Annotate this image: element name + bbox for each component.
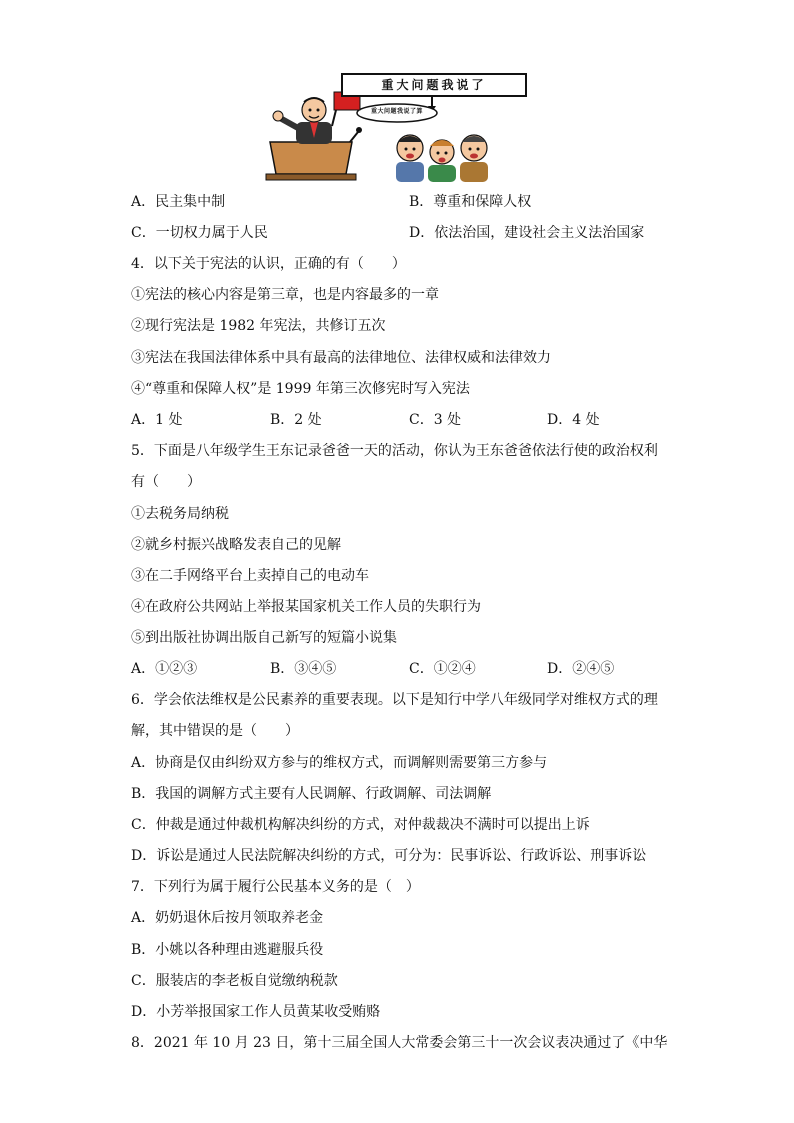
q6-option-c: C．仲裁是通过仲裁机构解决纠纷的方式，对仲裁裁决不满时可以提出上诉 (131, 817, 590, 833)
q5-item-1: ①去税务局纳税 (131, 506, 229, 522)
q7-option-b: B．小姚以各种理由逃避服兵役 (131, 942, 324, 958)
q5-stem-line2: 有（ ） (131, 474, 201, 490)
q5-item-3: ③在二手网络平台上卖掉自己的电动车 (131, 568, 369, 584)
q8-stem-line1: 8．2021 年 10 月 23 日，第十三届全国人大常委会第三十一次会议表决通过了《中华 (131, 1035, 668, 1051)
q5-option-d: D．②④⑤ (547, 661, 615, 677)
q5-item-2: ②就乡村振兴战略发表自己的见解 (131, 537, 341, 553)
q4-item-2: ②现行宪法是 1982 年宪法，共修订五次 (131, 318, 386, 334)
q5-item-4: ④在政府公共网站上举报某国家机关工作人员的失职行为 (131, 599, 481, 615)
q4-option-c: C．3 处 (409, 412, 462, 428)
q3-option-b: B．尊重和保障人权 (409, 194, 532, 210)
q4-option-d: D．4 处 (547, 412, 600, 428)
q5-stem-line1: 5．下面是八年级学生王东记录爸爸一天的活动，你认为王东爸爸依法行使的政治权利 (131, 443, 658, 459)
q5-item-5: ⑤到出版社协调出版自己新写的短篇小说集 (131, 630, 397, 646)
q4-option-b: B．2 处 (270, 412, 322, 428)
q5-option-a: A．①②③ (131, 661, 198, 677)
q3-option-d: D．依法治国，建设社会主义法治国家 (409, 225, 645, 241)
q6-stem-line1: 6．学会依法维权是公民素养的重要表现。以下是知行中学八年级同学对维权方式的理 (131, 692, 658, 708)
q7-option-d: D．小芳举报国家工作人员黄某收受贿赂 (131, 1004, 381, 1020)
cartoon-sign-text: 重大问题我说了算 (370, 108, 423, 115)
q6-stem-line2: 解，其中错误的是（ ） (131, 723, 299, 739)
q5-option-b: B．③④⑤ (270, 661, 337, 677)
cartoon-illustration (262, 70, 534, 182)
q4-stem: 4．以下关于宪法的认识，正确的有（ ） (131, 256, 406, 272)
q3-option-a: A．民主集中制 (131, 194, 226, 210)
q3-option-c: C．一切权力属于人民 (131, 225, 268, 241)
q4-option-a: A．1 处 (131, 412, 183, 428)
q6-option-a: A．协商是仅由纠纷双方参与的维权方式，而调解则需要第三方参与 (131, 755, 548, 771)
q6-option-d: D．诉讼是通过人民法院解决纠纷的方式，可分为：民事诉讼、行政诉讼、刑事诉讼 (131, 848, 647, 864)
q4-item-1: ①宪法的核心内容是第三章，也是内容最多的一章 (131, 287, 439, 303)
q7-option-a: A．奶奶退休后按月领取养老金 (131, 910, 324, 926)
q6-option-b: B．我国的调解方式主要有人民调解、行政调解、司法调解 (131, 786, 492, 802)
q4-item-4: ④“尊重和保障人权”是 1999 年第三次修宪时写入宪法 (131, 381, 470, 397)
cartoon-title: 重大问题我说了 (341, 73, 527, 97)
q7-option-c: C．服装店的李老板自觉缴纳税款 (131, 973, 338, 989)
q4-item-3: ③宪法在我国法律体系中具有最高的法律地位、法律权威和法律效力 (131, 350, 551, 366)
q5-option-c: C．①②④ (409, 661, 476, 677)
q7-stem: 7．下列行为属于履行公民基本义务的是（ ） (131, 879, 420, 895)
